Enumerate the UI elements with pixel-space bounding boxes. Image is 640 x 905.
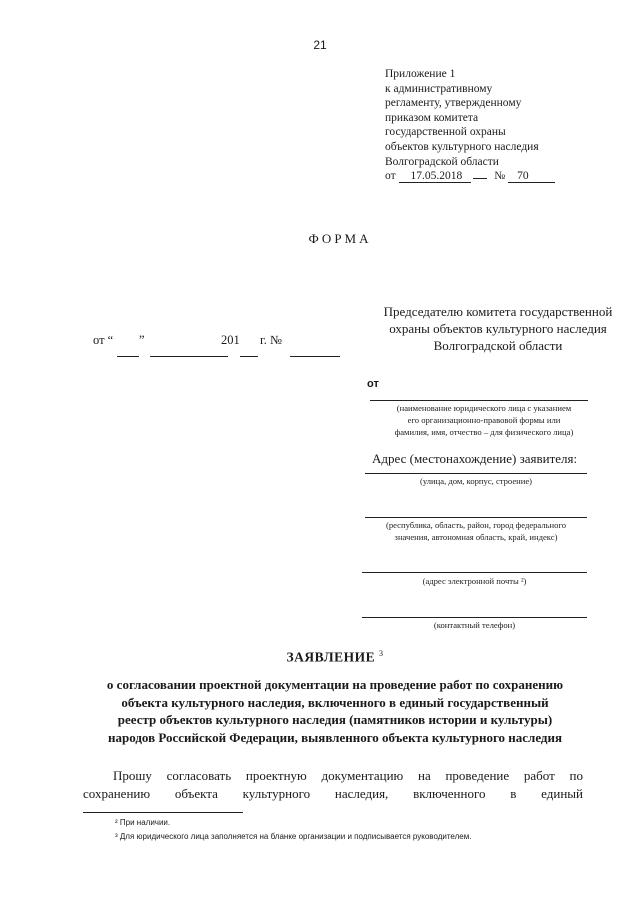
body-line: Прошу согласовать проектную документацию на проведение работ по [113,768,583,783]
date-prefix: от “ [93,333,114,347]
appendix-line: Приложение 1 [385,68,456,80]
date-year: 201 [221,333,240,347]
address-label: Адрес (местонахождение) заявителя: [372,451,578,466]
appendix-number-value: 70 [508,170,555,183]
body-text [83,767,583,803]
footnote-3: ³ Для юридического лица заполняется на бланке организации и подписывается руководителем. [115,832,472,841]
appendix-date-value: 17.05.2018 [399,170,471,183]
statement-title [0,649,640,666]
region-line [365,517,587,518]
date-close-quote: ” [139,333,145,347]
addressee-line: Волгоградской области [433,338,563,353]
appendix-block [385,67,555,184]
from-label: от [367,378,379,390]
phone-line [362,617,587,618]
appendix-order-date [385,169,555,184]
date-month-line [150,356,228,357]
subject-line: о согласовании проектной документации на проведение работ по сохранению [106,677,564,692]
caption-line: фамилия, имя, отчество – для физического лица) [394,427,574,437]
caption-line: (наименование юридического лица с указанием [396,403,572,413]
statement-title-text: ЗАЯВЛЕНИЕ [286,649,376,665]
caption-line: значения, автономная область, край, индекс) [394,532,558,542]
email-line [362,572,587,573]
appendix-line: государственной охраны [385,126,506,139]
footnote-mark: 3 [379,649,384,658]
footnote-rule [83,812,243,813]
caption-line: его организационно-правовой формы или [407,415,561,425]
date-number-line [290,356,340,357]
date-year-line [240,356,258,357]
body-line: сохранению объекта культурного наследия, включенного в единый [83,786,583,801]
caption-line: (республика, область, район, город федерального [385,520,567,530]
appendix-line: Волгоградской области [385,155,499,168]
appendix-line: регламенту, утвержденному [385,97,522,110]
date-number-label: г. № [260,333,282,347]
appendix-line: приказом комитета [385,111,479,124]
page-number: 21 [313,38,327,52]
subject-line: реестр объектов культурного наследия (памятников истории и культуры) [117,712,553,727]
subject-line: народов Российской Федерации, выявленного объекта культурного наследия [107,729,563,745]
footnote-2: ² При наличии. [115,818,171,827]
form-heading: ФОРМА [308,231,372,246]
appendix-number-prefix: № [494,170,506,183]
appendix-line: объектов культурного наследия [385,140,539,153]
phone-caption: (контактный телефон) [433,620,516,630]
addressee-line: Председателю комитета государственной [383,304,613,319]
subject-line: объекта культурного наследия, включенного в единый государственный [121,694,549,710]
applicant-name-line [370,400,588,401]
addressee-line: охраны объектов культурного наследия [389,321,607,336]
region-caption [365,519,587,543]
street-caption: (улица, дом, корпус, строение) [419,476,533,486]
statement-subject [70,676,600,746]
addressee-block [370,303,626,354]
appendix-date-prefix: от [385,170,396,183]
street-line [365,473,587,474]
email-caption: (адрес электронной почты ²) [422,576,527,586]
applicant-name-caption [372,402,596,438]
date-day-line [117,356,139,357]
appendix-line: к административному [385,82,493,95]
